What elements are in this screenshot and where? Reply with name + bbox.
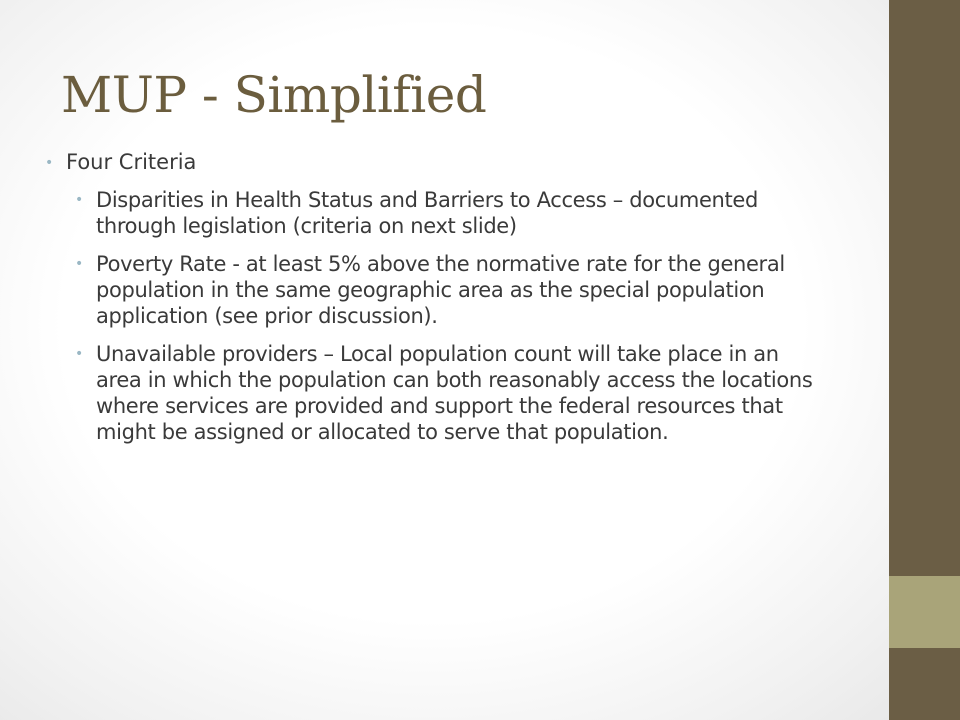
bullet-dot-icon: • — [45, 155, 54, 171]
sub-bullet-unavailable-providers — [75, 341, 816, 445]
decorative-sidebar — [889, 0, 960, 720]
sub-bullet-text: Poverty Rate - at least 5% above the normative rate for the general population in the same geographic area as the special population application (see prior discussion). — [96, 252, 785, 328]
bullet-text: Four Criteria — [66, 150, 197, 174]
sidebar-band-dark — [889, 0, 960, 576]
bullet-list — [45, 150, 852, 457]
bullet-dot-icon: • — [75, 192, 83, 208]
bullet-dot-icon: • — [75, 256, 83, 272]
sub-bullet-text: Disparities in Health Status and Barriers to Access – documented through legislation (criteria on next slide) — [96, 188, 758, 238]
sidebar-band-dark-bottom — [889, 648, 960, 720]
sub-bullet-text: Unavailable providers – Local population count will take place in an area in which the population can both reasonably access the locations where services are provided and support the federal resources that might be assigned or allocated to serve that population. — [96, 342, 813, 444]
sidebar-band-light — [889, 576, 960, 648]
sub-bullet-disparities — [75, 187, 816, 239]
bullet-item-four-criteria — [45, 150, 852, 175]
bullet-dot-icon: • — [75, 346, 83, 362]
slide-title: MUP - Simplified — [61, 66, 487, 124]
sub-bullet-poverty-rate — [75, 251, 816, 329]
